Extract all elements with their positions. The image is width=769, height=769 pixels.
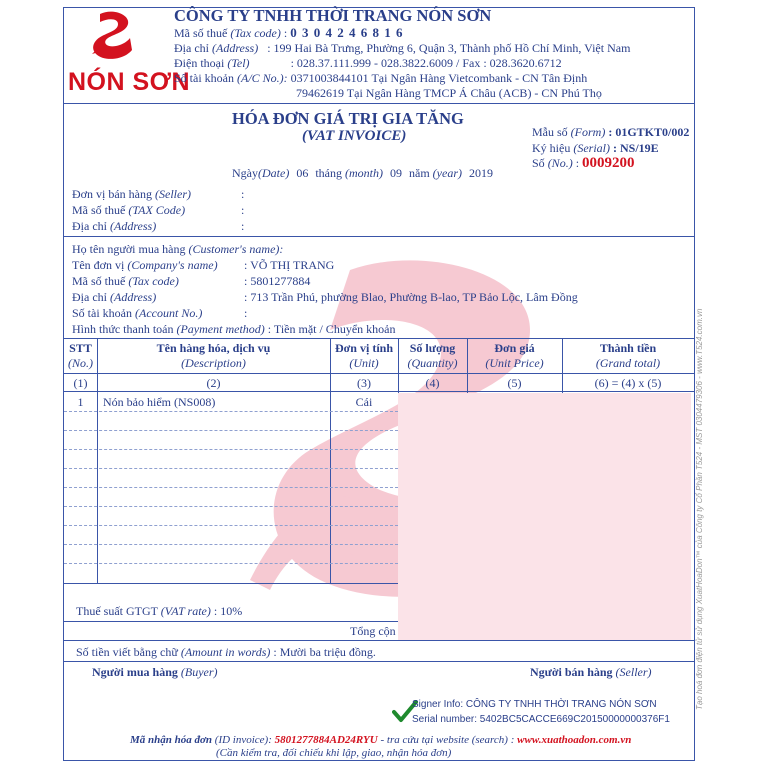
buyer-account-label-group (72, 306, 202, 321)
signer-info: Signer Info: CÔNG TY TNHH THỜI TRANG NÓN SƠN (412, 699, 657, 710)
table-bottom-border (64, 583, 398, 584)
seller-unit-colon: : (241, 187, 245, 201)
form-number (532, 125, 689, 140)
total-divider (64, 640, 694, 641)
seller-address-label-en: (Address) (110, 219, 157, 233)
website-link[interactable]: www.xuathoadon.com.vn (517, 734, 632, 746)
seller-unit-label: Đơn vị bán hàng (72, 187, 152, 201)
invoice-date (232, 166, 493, 181)
serial-number: Serial number: 5402BC5CACCE669C20150000000376F1 (412, 714, 670, 725)
buyer-name-label-en: (Customer's name): (188, 242, 284, 256)
buyer-tax-label-group (72, 274, 179, 289)
form-label: Mẫu số (532, 125, 568, 139)
vat-value: : 10% (213, 604, 243, 618)
form-label-en: (Form) (570, 125, 606, 139)
logo-text: NÓN SƠN (68, 68, 191, 96)
buyer-name-label: Họ tên người mua hàng (72, 242, 186, 256)
date-year-word: năm (409, 166, 430, 180)
date-prefix: Ngày (232, 166, 258, 180)
words-label: Số tiền viết bằng chữ (76, 645, 178, 659)
company-phone-label-en: (Tel) (227, 56, 250, 70)
side-note: Tạo hoá đơn điện tử sử dụng XuatHoaDon™ của Công ty Cổ Phần T524 - MST 0304479306 - www.T524.com.vn (695, 308, 704, 710)
serial-label-en: (Serial) (573, 141, 610, 155)
invoice-number (532, 155, 635, 172)
company-address: : 199 Hai Bà Trưng, Phường 6, Quận 3, Thành phố Hồ Chí Minh, Việt Nam (267, 41, 631, 55)
vat-divider (64, 621, 398, 622)
header-grand-total: Thành tiền (Grand total) (595, 341, 661, 370)
company-account-line (174, 71, 587, 86)
date-month-en: (month) (345, 166, 383, 180)
lookup-text: - tra cứu tại website (search) : (380, 734, 515, 746)
table-colnum-border (64, 391, 694, 392)
row-line (64, 563, 398, 564)
company-account-1: 0371003844101 Tại Ngân Hàng Vietcombank - CN Tân Định (290, 71, 588, 85)
total-label: Tổng cộn (350, 624, 396, 638)
row-line (64, 449, 398, 450)
vat-label-en: (VAT rate) (160, 604, 211, 618)
seller-tax-label-en: (TAX Code) (128, 203, 186, 217)
no-label-en: (No.) (547, 156, 573, 170)
row-no: 1 (77, 395, 84, 409)
buyer-company-value: : VÕ THỊ TRANG (244, 258, 335, 272)
buyer-company-label: Tên đơn vị (72, 258, 125, 272)
seller-divider (64, 236, 694, 237)
buyer-account-label-en: (Account No.) (135, 306, 203, 320)
id-label-en: (ID invoice): (214, 734, 272, 746)
date-year-en: (year) (432, 166, 462, 180)
header-description: Tên hàng hóa, dịch vụ (Description) (156, 341, 271, 370)
company-tax-line: Mã số thuế (Tax code) : 0 3 0 4 2 4 6 8 1 6 (174, 25, 404, 40)
company-address-label-en: (Address) (212, 41, 259, 55)
company-address-line (174, 41, 630, 56)
buyer-address-label-en: (Address) (110, 290, 157, 304)
id-label: Mã nhận hóa đơn (130, 734, 213, 746)
header-stt: STT (No.) (68, 341, 93, 370)
company-tax-label: Mã số thuế (174, 26, 228, 40)
buyer-signature-label-en: (Buyer) (180, 665, 218, 679)
no-sep: : (575, 156, 580, 170)
buyer-account-label: Số tài khoản (72, 306, 132, 320)
header-quantity: Số lượng (Quantity) (407, 341, 458, 370)
colnum-1: (1) (73, 376, 88, 390)
colnum-5: (5) (507, 376, 522, 390)
header-unit: Đơn vị tính (Unit) (335, 341, 393, 370)
date-year: 2019 (469, 166, 493, 180)
words-value: : Mười ba triệu đồng. (273, 645, 376, 659)
company-name: CÔNG TY TNHH THỜI TRANG NÓN SƠN (174, 6, 492, 25)
buyer-account-value: : (244, 306, 248, 320)
invoice-title: HÓA ĐƠN GIÁ TRỊ GIA TĂNG (232, 109, 464, 128)
colnum-4: (4) (425, 376, 440, 390)
seller-signature-label-en: (Seller) (615, 665, 652, 679)
buyer-payment-value: : Tiền mặt / Chuyển khoản (267, 322, 396, 336)
words-divider (64, 661, 694, 662)
colnum-3: (3) (357, 376, 371, 390)
buyer-company-label-en: (Company's name) (127, 258, 218, 272)
company-phone: : 028.37.111.999 - 028.3822.6009 / Fax : 028.3620.6712 (290, 56, 562, 70)
company-address-label: Địa chỉ (174, 41, 209, 55)
company-tax-label-en: (Tax code) (230, 26, 281, 40)
buyer-tax-label-en: (Tax code) (128, 274, 179, 288)
serial-value: : NS/19E (612, 141, 659, 155)
vat-label: Thuế suất GTGT (76, 604, 158, 618)
serial-label: Ký hiệu (532, 141, 571, 155)
company-account-2: 79462619 Tại Ngân Hàng TMCP Á Châu (ACB) - CN Phú Thọ (296, 86, 602, 100)
buyer-payment (72, 322, 395, 337)
nonson-logo-icon (86, 10, 136, 62)
seller-tax-colon: : (241, 203, 245, 217)
seller-tax-label: Mã số thuế (72, 203, 126, 217)
row-line (64, 411, 398, 412)
row-line (64, 506, 398, 507)
buyer-address-value: : 713 Trần Phú, phường Blao, Phường B-lao, TP Bảo Lộc, Lâm Đồng (244, 290, 578, 304)
buyer-company-label-group (72, 258, 218, 273)
seller-address-label: Địa chỉ (72, 219, 107, 233)
table-header-border (64, 373, 694, 374)
buyer-tax-label: Mã số thuế (72, 274, 126, 288)
company-phone-label: Điện thoại (174, 56, 225, 70)
row-line (64, 430, 398, 431)
no-label: Số (532, 156, 545, 170)
row-description: Nón bảo hiểm (NS008) (103, 395, 216, 409)
seller-signature (530, 665, 652, 680)
date-month: 09 (390, 166, 402, 180)
id-value: 5801277884AD24RYU (274, 734, 378, 746)
form-value: : 01GTKT0/002 (608, 125, 690, 139)
buyer-payment-label-en: (Payment method) (176, 322, 265, 336)
company-tax-code: 0 3 0 4 2 4 6 8 1 6 (290, 25, 404, 40)
company-account-label-en: (A/C No.): (237, 71, 288, 85)
buyer-tax-value: : 5801277884 (244, 274, 311, 288)
company-account-label: Số tài khoản (174, 71, 234, 85)
buyer-address-label: Địa chỉ (72, 290, 107, 304)
row-line (64, 487, 398, 488)
date-en: (Date) (258, 166, 290, 180)
buyer-signature-label: Người mua hàng (92, 665, 178, 679)
buyer-address-label-group (72, 290, 156, 305)
buyer-name (72, 242, 283, 257)
seller-address-colon: : (241, 219, 245, 233)
colnum-2: (2) (206, 376, 221, 390)
row-unit: Cái (355, 395, 373, 409)
seller-unit-label-en: (Seller) (155, 187, 191, 201)
vat-rate (76, 604, 242, 619)
footer-note: (Cần kiểm tra, đối chiếu khi lập, giao, nhận hóa đơn) (216, 747, 452, 759)
col-divider-1 (97, 338, 98, 583)
buyer-signature (92, 665, 218, 680)
buyer-payment-label: Hình thức thanh toán (72, 322, 174, 336)
date-month-word: tháng (315, 166, 342, 180)
seller-unit (72, 187, 191, 202)
seller-tax (72, 203, 185, 218)
seller-signature-label: Người bán hàng (530, 665, 613, 679)
company-phone-line (174, 56, 562, 71)
row-line (64, 468, 398, 469)
date-day: 06 (296, 166, 309, 180)
header-divider (64, 103, 694, 104)
col-divider-2 (330, 338, 331, 583)
invoice-title-en: (VAT INVOICE) (302, 128, 407, 144)
colnum-6: (6) = (4) x (5) (594, 376, 662, 390)
row-line (64, 525, 398, 526)
invoice-id-line (130, 734, 631, 746)
serial (532, 141, 659, 156)
seller-address (72, 219, 156, 234)
header-unit-price: Đơn giá (Unit Price) (485, 341, 544, 370)
row-line (64, 544, 398, 545)
redacted-region (398, 393, 691, 640)
table-top-border (64, 338, 694, 339)
amount-in-words (76, 645, 376, 660)
no-value: 0009200 (582, 155, 635, 171)
words-label-en: (Amount in words) (180, 645, 271, 659)
